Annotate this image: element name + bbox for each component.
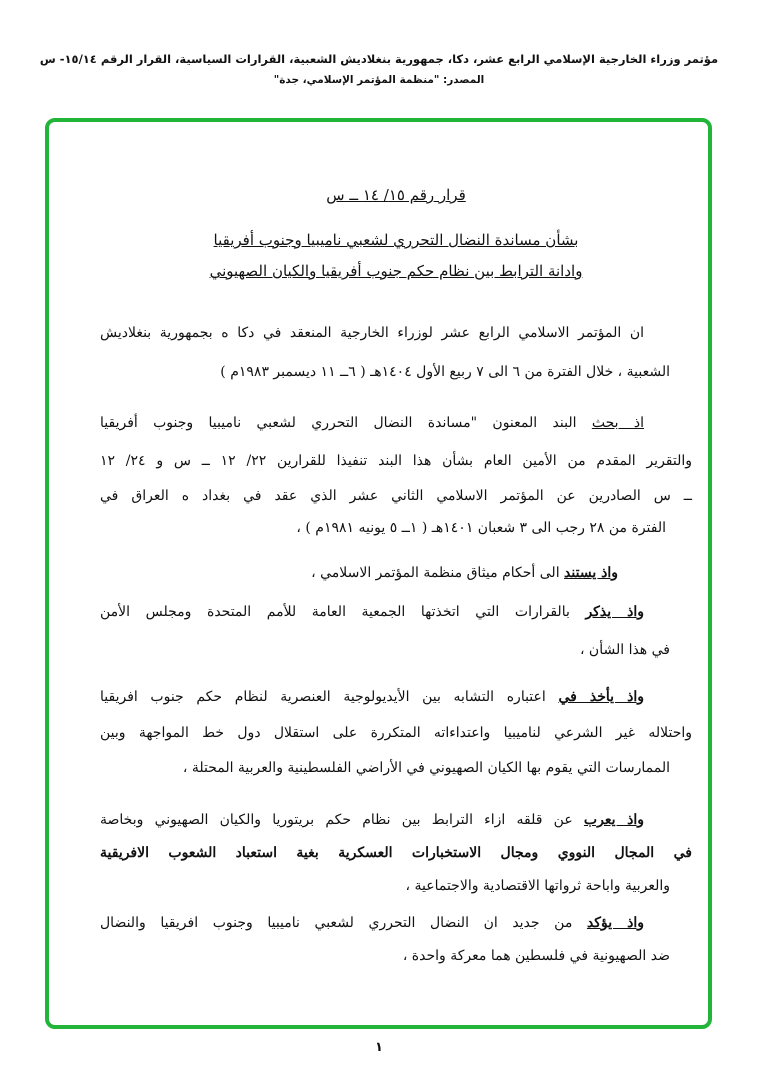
paragraph-line: والعربية واباحة ثرواتها الاقتصادية والاجتماعية ، (405, 878, 670, 894)
resolution-subtitle-2: وادانة الترابط بين نظام حكم جنوب أفريقيا والكيان الصهيوني (209, 262, 583, 280)
paragraph-lead: واذ يؤكد (586, 915, 645, 931)
paragraph-line: واحتلاله غير الشرعي لناميبيا واعتداءاته المتكررة على استقلال دول خط المواجهة وبين (100, 725, 692, 741)
paragraph-line: واذ يذكر بالقرارات التي اتخذتها الجمعية العامة للأمم المتحدة ومجلس الأمن (100, 604, 644, 620)
paragraph-lead: واذ يذكر (585, 604, 644, 620)
paragraph-line: والتقرير المقدم من الأمين العام بشأن هذا البند تنفيذا للقرارين ٢٢/ ١٢ ــ س و ٢٤/ ١٢ (100, 453, 693, 469)
resolution-subtitle-1: بشأن مساندة النضال التحرري لشعبي ناميبيا وجنوب أفريقيا (213, 231, 579, 249)
paragraph-lead: واذ يأخذ في (558, 689, 644, 705)
paragraph-lead: اذ بحث (591, 415, 644, 431)
paragraph-line: ضد الصهيونية في فلسطين هما معركة واحدة ، (402, 948, 670, 964)
paragraph-line: واذ يؤكد من جديد ان النضال التحرري لشعبي ناميبيا وجنوب افريقيا والنضال (100, 915, 645, 931)
paragraph-line: الشعبية ، خلال الفترة من ٦ الى ٧ ربيع الأول ١٤٠٤هـ ( ٦ــ ١١ ديسمبر ١٩٨٣م ) (220, 364, 670, 380)
paragraph-line: الممارسات التي يقوم بها الكيان الصهيوني في الأراضي الفلسطينية والعربية المحتلة ، (182, 760, 670, 776)
header-title: مؤتمر وزراء الخارجية الإسلامي الرابع عشر، دكا، جمهورية بنغلاديش الشعبية، القرارات السياسية، القرار الرقم ١٥/١٤- س (39, 52, 719, 66)
paragraph-line: ان المؤتمر الاسلامي الرابع عشر لوزراء الخارجية المنعقد في دكا ه بجمهورية بنغلاديش (100, 325, 644, 341)
page-number: ١ (375, 1040, 383, 1055)
paragraph-line: في المجال النووي ومجال الاستخبارات العسكرية بغية استعباد الشعوب الافريقية (100, 845, 692, 861)
resolution-title: قرار رقم ١٥/ ١٤ ــ س (326, 186, 466, 204)
paragraph-line: الفترة من ٢٨ رجب الى ٣ شعبان ١٤٠١هـ ( ١ــ ٥ يونيه ١٩٨١م ) ، (296, 520, 666, 536)
paragraph-line: واذ يستند الى أحكام ميثاق منظمة المؤتمر الاسلامي ، (311, 565, 618, 581)
paragraph-line: ــ س الصادرين عن المؤتمر الاسلامي الثاني عشر الذي عقد في بغداد ه العراق في (100, 488, 692, 504)
paragraph-line: في هذا الشأن ، (579, 642, 670, 658)
paragraph-lead: واذ يستند (564, 565, 618, 581)
paragraph-line: واذ يأخذ في اعتباره التشابه بين الأيديولوجية العنصرية لنظام حكم جنوب افريقيا (100, 689, 644, 705)
paragraph-line: واذ يعرب عن قلقه ازاء الترابط بين نظام حكم بريتوريا والكيان الصهيوني وبخاصة (100, 812, 645, 828)
paragraph-lead: واذ يعرب (583, 812, 645, 828)
header-source: المصدر: "منظمة المؤتمر الإسلامي، جدة" (273, 74, 485, 86)
paragraph-line: اذ بحث البند المعنون "مساندة النضال التحرري لشعبي ناميبيا وجنوب أفريقيا (100, 415, 644, 431)
